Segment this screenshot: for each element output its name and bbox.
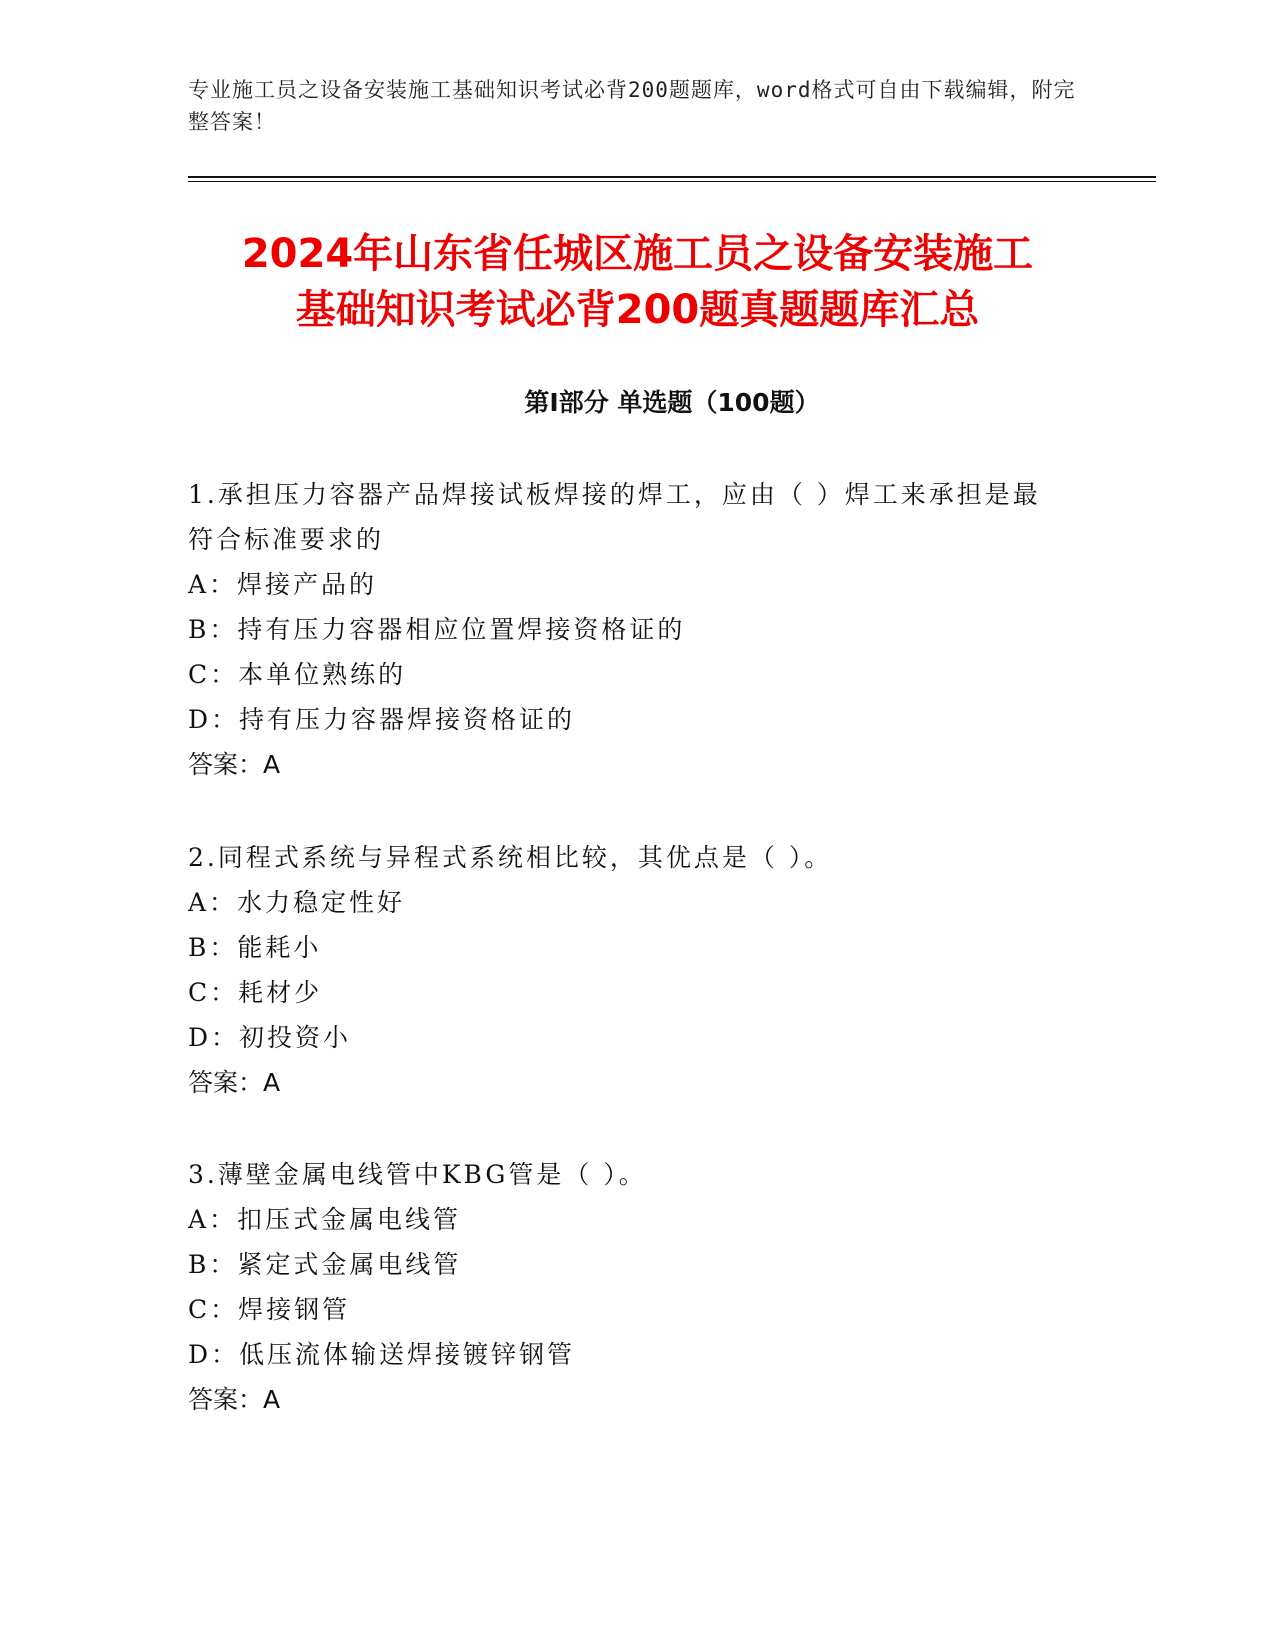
- answer: 答案：A: [188, 1385, 281, 1414]
- option-a: A：水力稳定性好: [188, 888, 406, 917]
- option-a: A：扣压式金属电线管: [188, 1205, 462, 1234]
- document-title: [120, 226, 1155, 338]
- answer: 答案：A: [188, 1068, 281, 1097]
- option-c: C：耗材少: [188, 978, 323, 1007]
- option-b: B：持有压力容器相应位置焊接资格证的: [188, 615, 686, 644]
- option-b: B：能耗小: [188, 933, 322, 962]
- option-c: C：焊接钢管: [188, 1295, 351, 1324]
- header-rule-thick: [188, 176, 1156, 178]
- document-title-line-1: 2024年山东省任城区施工员之设备安装施工: [241, 231, 1034, 277]
- option-a: A：焊接产品的: [188, 570, 378, 599]
- question-3: [188, 1152, 1068, 1422]
- option-d: D：持有压力容器焊接资格证的: [188, 705, 576, 734]
- question-2: [188, 835, 1068, 1105]
- option-d: D：初投资小: [188, 1023, 352, 1052]
- document-title-line-2: 基础知识考试必背200题真题题库汇总: [295, 287, 980, 333]
- section-title: 第I部分 单选题（100题）: [524, 388, 820, 417]
- question-stem: 3.薄壁金属电线管中KBG管是（ ）。: [188, 1160, 647, 1189]
- option-d: D：低压流体输送焊接镀锌钢管: [188, 1340, 576, 1369]
- header-rule-thin: [188, 181, 1156, 182]
- question-stem: 1.承担压力容器产品焊接试板焊接的焊工，应由（ ）焊工来承担是最符合标准要求的: [188, 480, 1041, 554]
- question-stem: 2.同程式系统与异程式系统相比较，其优点是（ ）。: [188, 843, 833, 872]
- header-note: 专业施工员之设备安装施工基础知识考试必背200题题库，word格式可自由下载编辑，附完整答案！: [188, 78, 1076, 134]
- option-b: B：紧定式金属电线管: [188, 1250, 462, 1279]
- answer: 答案：A: [188, 750, 281, 779]
- question-1: [188, 472, 1068, 787]
- option-c: C：本单位熟练的: [188, 660, 407, 689]
